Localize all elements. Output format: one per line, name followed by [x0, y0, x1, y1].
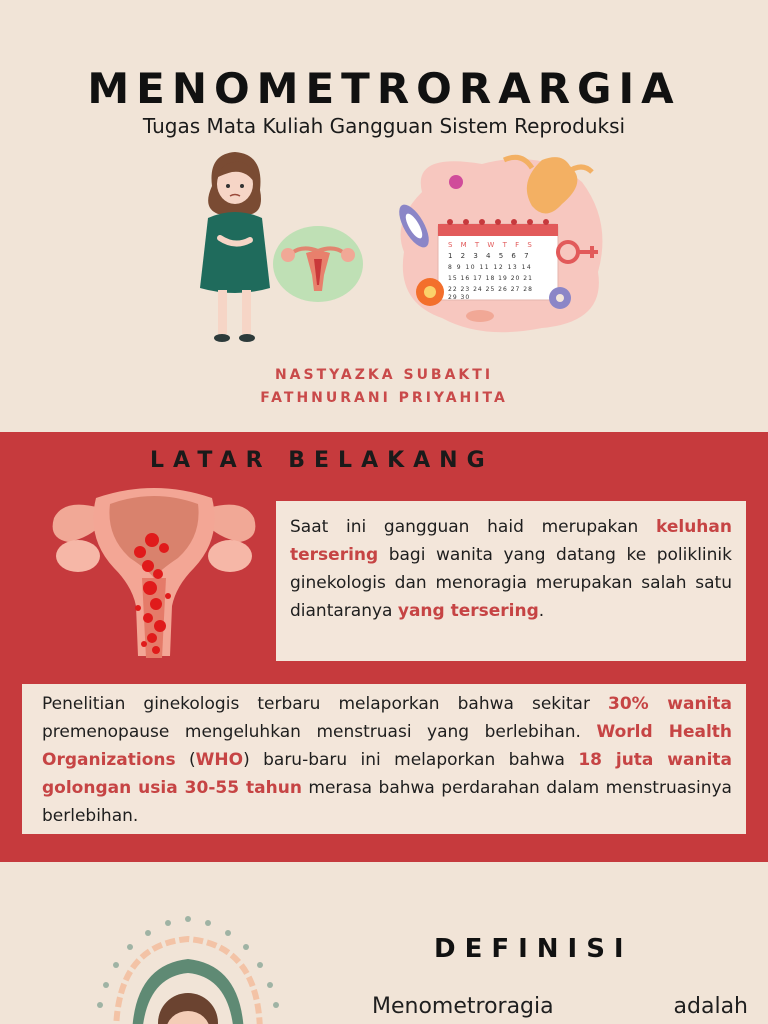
portrait-illustration — [80, 905, 290, 1024]
author-name: FATHNURANI PRIYAHITA — [260, 390, 508, 406]
latar-belakang-paragraph-2 — [22, 684, 746, 834]
page-title: MENOMETRORARGIA — [87, 64, 681, 113]
text-run: merasa bahwa perdarahan dalam menstruasinya berlebihan. — [42, 778, 732, 826]
definition-word: Menometroragia — [372, 994, 554, 1019]
calendar-weekdays: S M T W T F S — [448, 241, 535, 249]
text-run: premenopause mengeluhkan menstruasi yang berlebihan. — [42, 722, 597, 742]
highlight-text: yang tersering — [397, 601, 539, 621]
calendar-row: 8 9 10 11 12 13 14 — [448, 264, 533, 271]
sick-girl-illustration — [190, 148, 280, 348]
calendar-row: 22 23 24 25 26 27 28 — [448, 286, 533, 293]
text-run: Penelitian ginekologis terbaru melaporkan bahwa sekitar — [42, 694, 609, 714]
text-run: Saat ini gangguan haid merupakan — [290, 517, 656, 537]
page-subtitle: Tugas Mata Kuliah Gangguan Sistem Reproduksi — [142, 114, 626, 138]
calendar-row: 29 30 — [448, 294, 471, 301]
text-run: bagi wanita yang datang ke poliklinik ginekologis dan menoragia merupakan salah satu diantaranya — [290, 545, 732, 621]
calendar-row: 1 2 3 4 5 6 7 — [448, 252, 532, 260]
highlight-text: 30% wanita — [608, 694, 732, 714]
text-run: ( — [175, 750, 196, 770]
section-title: DEFINISI — [434, 934, 633, 964]
section-title: LATAR BELAKANG — [150, 448, 494, 473]
highlight-text: World Health Organizations — [42, 722, 732, 770]
calendar-row: 15 16 17 18 19 20 21 — [448, 275, 533, 282]
highlight-text: 18 juta wanita golongan usia 30-55 tahun — [42, 750, 732, 798]
bleeding-uterus-illustration — [44, 478, 264, 674]
uterus-icon-small — [272, 225, 364, 303]
latar-belakang-paragraph-1 — [276, 501, 746, 661]
definition-text — [372, 994, 748, 1019]
author-name: NASTYAZKA SUBAKTI — [274, 367, 494, 383]
highlight-text: keluhan tersering — [290, 517, 732, 565]
definition-word: adalah — [673, 994, 748, 1019]
menstrual-calendar-illustration — [392, 152, 612, 338]
text-run: . — [538, 601, 545, 621]
text-run: ) baru-baru ini melaporkan bahwa — [243, 750, 579, 770]
highlight-text: WHO — [195, 750, 244, 770]
